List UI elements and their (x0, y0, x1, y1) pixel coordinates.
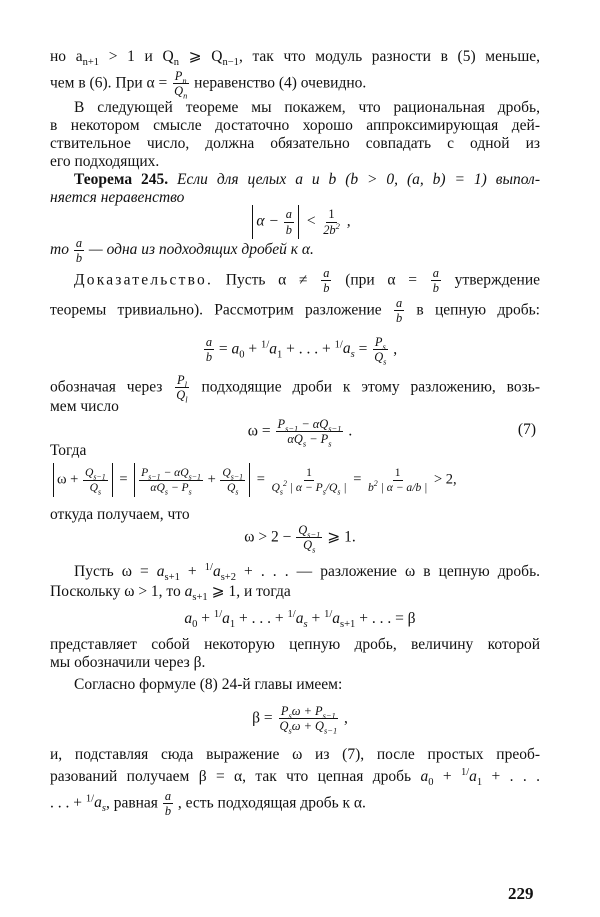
equation-inequality: α − $\frac{a}{b}$ < $\frac{1}{2b^2}$ , (0, 205, 600, 239)
page-number: 229 (508, 884, 534, 903)
equation-expansion: $\frac{a}{b}$ = $a_0 + ^{1/}a_1$ + . . . + $^{1/}a_s$ = $\frac{P_s}{Q_s}$ , (205, 335, 398, 367)
text-line: и, подставляя сюда выражение ω из (7), после простых преоб- (50, 746, 540, 763)
text-line: Поскольку ω > 1, то $a_{s+1}$ ⩾ 1, и тогда (50, 583, 291, 604)
text-line: В следующей теореме мы покажем, что рациональная дробь, (74, 99, 540, 116)
equation-omega: ω = $\frac{P_{s-1} - \alpha Q_{s-1}}{\alpha Q_s - P_s}$ . (247, 417, 353, 449)
theorem-heading: Теорема 245. Если для целых a и b (b > 0, (a, b) = 1) выпол- (74, 171, 540, 188)
text-line: но $a_{n+1} > 1$ и $Q_n$ ⩾ $Q_{n-1}$, так что модуль разности в (5) меньше, (50, 48, 541, 69)
equation-bound: ω > 2 − $\frac{Q_{s-1}}{Q_s}$ ⩾ 1. (244, 523, 356, 555)
text-line: чем в (6). При α = $\frac{P_n}{Q_n}$ неравенство (4) очевидно. (50, 69, 367, 101)
text-line: его подходящих. (50, 153, 160, 170)
text-line: откуда получаем, что (50, 506, 190, 523)
equation-chain: ω + $\frac{Q_{s-1}}{Q_s}$ = $\frac{P_{s-1} - \alpha Q_{s-1}}{\alpha Q_s - P_s}$ + $\frac{Q_{s-1}}{Q_s}$ = $\frac{1}{Q_s^2 | \alpha - P_s/Q_s |}$ = $\frac{1}{b^2 | \alpha - a/b |}$ > 2, (50, 463, 457, 497)
text-line: Тогда (50, 442, 87, 459)
text-line: то $\frac{a}{b}$ — одна из подходящих дробей к α. (50, 236, 314, 266)
text-line: няется неравенство (50, 189, 185, 206)
text-line: . . . + $^{1/}a_s$, равная $\frac{a}{b}$ , есть подходящая дробь к α. (50, 789, 366, 819)
text-line: обозначая через $\frac{P_l}{Q_l}$ подходящие дроби к этому разложению, возь- (50, 373, 540, 405)
equation-number: (7) (517, 421, 536, 438)
equation-beta: β = $\frac{P_s\omega + P_{s-1}}{Q_s\omega + Q_{s-1}}$ , (252, 704, 348, 736)
text-line: мем число (50, 398, 119, 415)
text-line: в некотором смысле достаточно хорошо аппроксимирующая дей- (50, 117, 540, 134)
text-line: теоремы тривиально). Рассмотрим разложение $\frac{a}{b}$ в цепную дробь: (50, 296, 540, 326)
equation-beta-fraction: $a_0 + ^{1/}a_1$ + . . . + $^{1/}a_s + ^{1/}a_{s+1}$ + . . . = β (184, 608, 416, 631)
text-line: ствительное число, должна обязательно совпадать с одной из (50, 135, 540, 152)
proof-line: Доказательство. Пусть α ≠ $\frac{a}{b}$ (при α = $\frac{a}{b}$ утверждение (74, 266, 541, 296)
text-line: разований получаем β = α, так что цепная дробь $a_0 + ^{1/}a_1$ + . . . (50, 766, 540, 789)
text-line: представляет собой некоторую цепную дробь, величину которой (50, 636, 540, 653)
text-line: Пусть $\omega = a_{s+1} + ^{1/}a_{s+2}$ + . . . — разложение ω в цепную дробь. (74, 561, 541, 584)
text-line: мы обозначили через β. (50, 654, 206, 671)
text-line: Согласно формуле (8) 24-й главы имеем: (74, 676, 343, 693)
